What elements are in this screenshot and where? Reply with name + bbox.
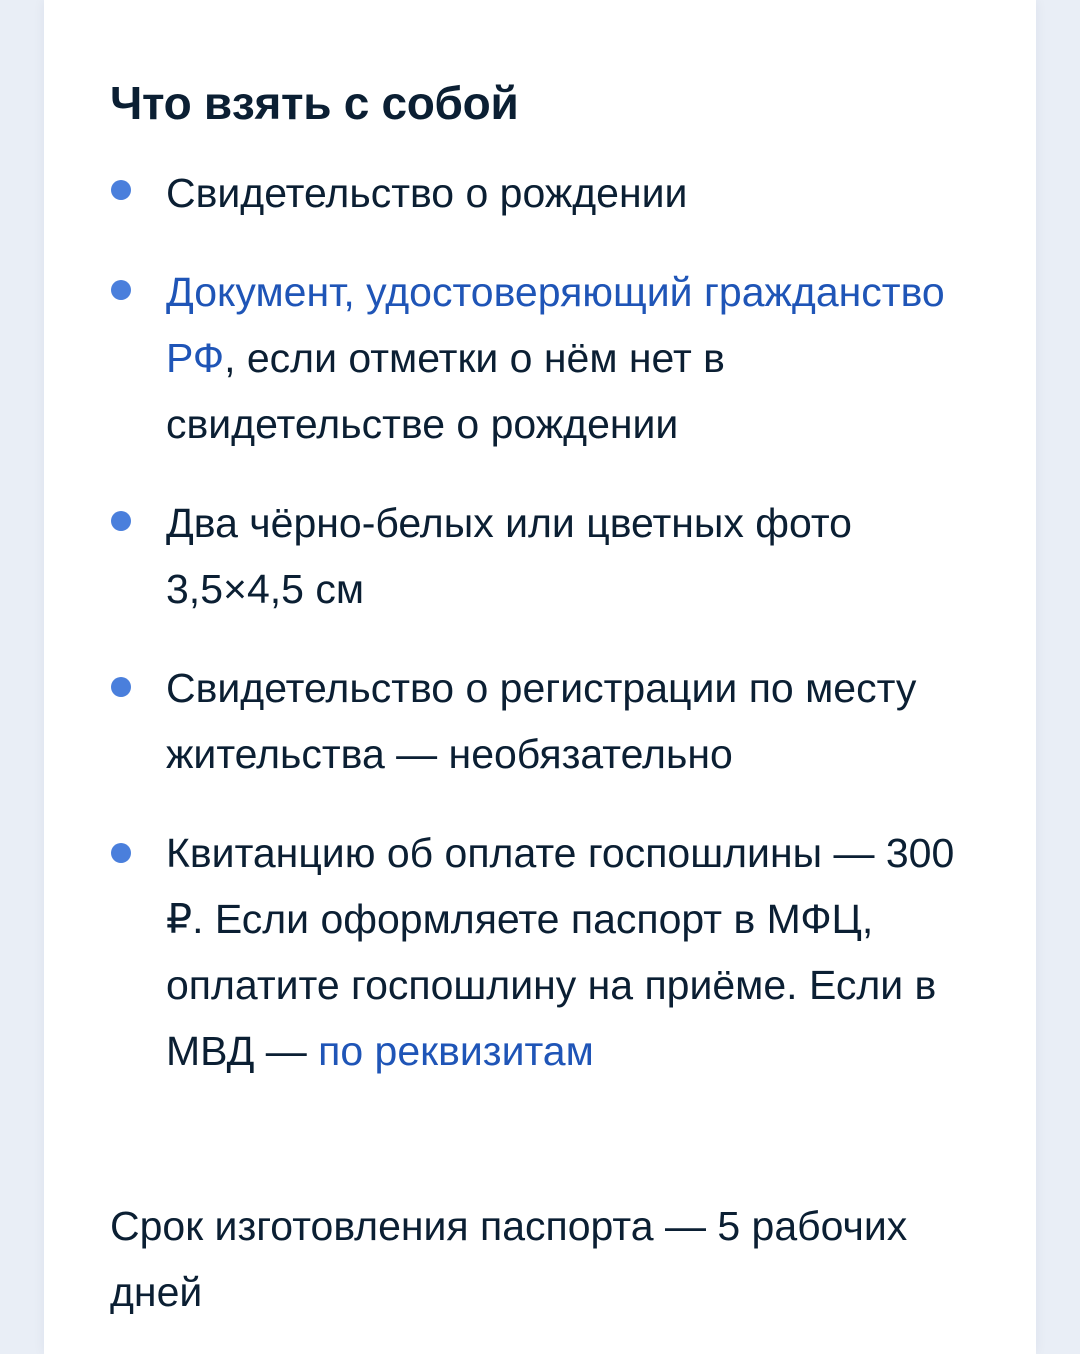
bullet-icon: [111, 843, 131, 863]
list-item-text: Два чёрно-белых или цветных фото 3,5×4,5 см: [166, 500, 852, 612]
list-item-text-rest: , если отметки о нём нет в свидетельстве о рождении: [166, 335, 725, 447]
bullet-icon: [111, 677, 131, 697]
list-item-text: Свидетельство о регистрации по месту жительства — необязательно: [166, 665, 917, 777]
bullet-icon: [111, 280, 131, 300]
list-item-text-main: Квитанцию об оплате госпошлины — 300 ₽. Если оформляете паспорт в МФЦ, оплатите госпошлину на приёме. Если в МВД —: [166, 830, 955, 1074]
document-list-card: [44, 0, 1036, 1354]
citizenship-document-link[interactable]: Документ, удостоверяющий гражданство РФ: [166, 269, 945, 381]
section-title: Что взять с собой: [110, 77, 519, 129]
bullet-icon: [111, 180, 131, 200]
production-time-note: Срок изготовления паспорта — 5 рабочих дней: [110, 1203, 908, 1315]
list-item-text: Свидетельство о рождении: [166, 170, 688, 216]
list-item-text: [166, 259, 986, 457]
bullet-icon: [111, 511, 131, 531]
requisites-link[interactable]: по реквизитам: [318, 1028, 594, 1074]
list-item-text: [166, 820, 956, 1084]
